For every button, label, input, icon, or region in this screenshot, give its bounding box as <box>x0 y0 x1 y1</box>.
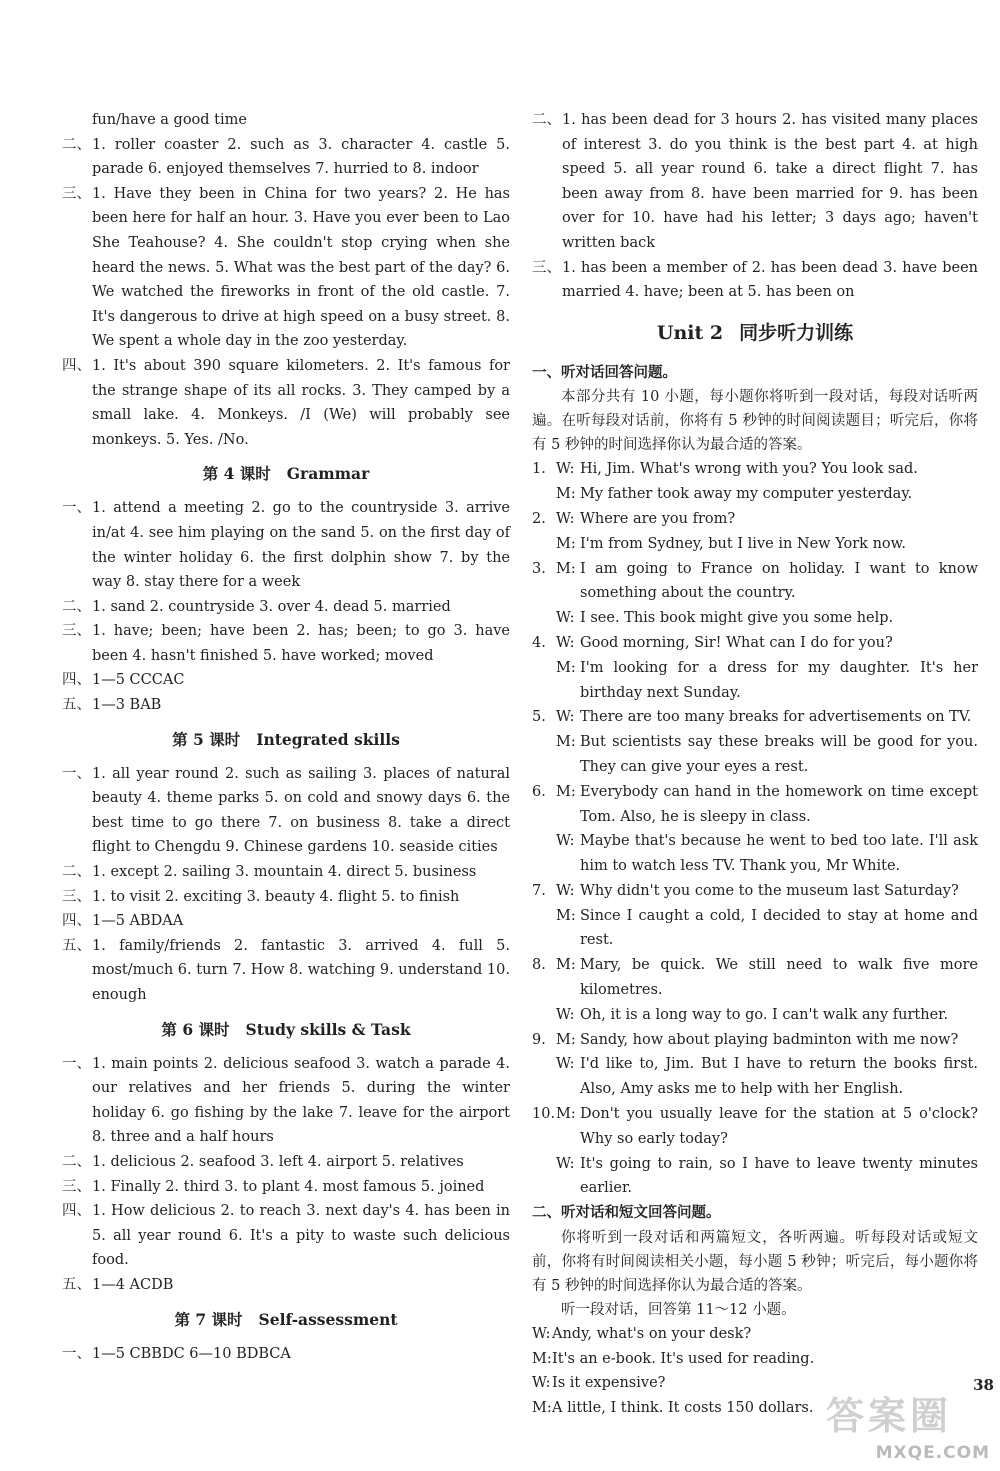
lesson-4-heading: 第 4 课时 Grammar <box>202 464 370 484</box>
question-number: 10. <box>532 1106 556 1123</box>
lesson-6-section-5: 五、 1—4 ACDB <box>62 1276 174 1293</box>
dialogue-text: Where are you from? <box>580 510 736 527</box>
speaker-label: W: <box>556 1006 575 1023</box>
dialogue-line <box>532 904 978 954</box>
lesson-6-heading: 第 6 课时 Study skills & Task <box>161 1019 411 1039</box>
dialogue-text: Is it expensive? <box>552 1375 666 1392</box>
lesson-5-section-2: 二、 1. except 2. sailing 3. mountain 4. direct 5. business <box>62 864 477 881</box>
dialogue-line <box>532 457 978 482</box>
dialogue-text: I'd like to, Jim. But I have to return the books first. Also, Amy asks me to help with her English. <box>580 1056 978 1098</box>
speaker-label: M: <box>532 1400 552 1417</box>
lesson-7-section-1: 一、 1—5 CBBDC 6—10 BDBCA <box>62 1345 291 1362</box>
answer-section-3-right: 三、 1. has been a member of 2. has been dead 3. have been married 4. have; been at 5. has been on <box>532 259 978 301</box>
lesson-7-heading: 第 7 课时 Self-assessment <box>174 1309 398 1329</box>
dialogue-text: It's an e-book. It's used for reading. <box>552 1350 815 1367</box>
dialogue-line <box>532 1052 978 1102</box>
speaker-label: M: <box>556 560 576 577</box>
speaker-label: W: <box>532 1325 551 1342</box>
dialogue-line <box>532 953 978 1003</box>
watermark-logo: 答案圈 <box>826 1394 953 1438</box>
lesson-4-section-3: 三、 1. have; been; have been 2. has; been; to go 3. have been 4. hasn't finished 5. have worked; moved <box>62 623 510 664</box>
intro-line: fun/have a good time <box>92 112 247 128</box>
page-number: 38 <box>973 1376 994 1394</box>
dialogue-text: It's going to rain, so I have to leave twenty minutes earlier. <box>580 1155 978 1197</box>
dialogue-text: Oh, it is a long way to go. I can't walk any further. <box>580 1006 949 1023</box>
dialogue-line <box>532 829 978 879</box>
lesson-5-heading: 第 5 课时 Integrated skills <box>172 729 400 749</box>
dialogue-text: Why didn't you come to the museum last Saturday? <box>580 882 959 899</box>
dialogue-text: Don't you usually leave for the station at 5 o'clock? Why so early today? <box>580 1106 978 1147</box>
dialogue-text: I am going to France on holiday. I want to know something about the country. <box>580 560 978 602</box>
dialogue-text: Everybody can hand in the homework on time except Tom. Also, he is sleepy in class. <box>580 783 978 825</box>
speaker-label: M: <box>556 734 576 751</box>
speaker-label: W: <box>556 882 575 899</box>
speaker-label: W: <box>556 709 575 726</box>
speaker-label: M: <box>556 659 576 676</box>
dialogue-line <box>532 631 978 656</box>
right-column <box>532 108 978 1421</box>
dialogue-line <box>532 507 978 532</box>
dialogue-text: I'm looking for a dress for my daughter. It's her birthday next Sunday. <box>580 659 978 701</box>
part-1-instructions: 本部分共有 10 小题，每小题你将听到一段对话，每段对话听两遍。在听每段对话前，你将有 5 秒钟的时间阅读题目；听完后，你将有 5 秒钟的时间选择你认为最合适的答案。 <box>532 389 978 454</box>
part-1-title: 一、听对话回答问题。 <box>532 363 677 381</box>
answer-section-2-right: 二、 1. has been dead for 3 hours 2. has visited many places of interest 3. do you think is the best part 4. at high speed 5. all year round 6. take a direct flight 7. has been away from 8. have been married for 9. has been over for 10. have had his letter; 3 days ago; haven't written back <box>532 112 978 251</box>
dialogue-line <box>532 606 978 631</box>
speaker-label: W: <box>556 510 575 527</box>
dialogue-line <box>532 1102 978 1152</box>
dialogue-line <box>532 780 978 830</box>
lesson-4-section-4: 四、 1—5 CCCAC <box>62 672 185 689</box>
speaker-label: M: <box>556 783 576 800</box>
question-number: 8. <box>532 957 546 974</box>
dialogue-line <box>532 1152 978 1202</box>
dialogue-text: Mary, be quick. We still need to walk five more kilometres. <box>580 957 978 999</box>
question-number: 3. <box>532 560 546 577</box>
part-2-instructions: 你将听到一段对话和两篇短文，各听两遍。听每段对话或短文前，你将有时间阅读相关小题，每小题 5 秒钟；听完后，每小题你将有 5 秒钟的时间选择你认为最合适的答案。 <box>532 1229 978 1294</box>
lesson-6-section-1: 一、 1. main points 2. delicious seafood 3. watch a parade 4. our relatives and her friends 5. during the winter holiday 6. go fishing by the lake 7. leave for the airport 8. three and a half hours <box>62 1055 510 1146</box>
dialogue-text: Good morning, Sir! What can I do for you? <box>580 634 893 651</box>
dialogue-text: My father took away my computer yesterday. <box>580 486 913 503</box>
dialogue-line <box>532 1003 978 1028</box>
lesson-4-section-2: 二、 1. sand 2. countryside 3. over 4. dead 5. married <box>62 598 451 615</box>
lesson-5-section-5: 五、 1. family/friends 2. fantastic 3. arrived 4. full 5. most/much 6. turn 7. How 8. watching 9. understand 10. enough <box>62 937 510 1003</box>
lesson-6-section-3: 三、 1. Finally 2. third 3. to plant 4. most famous 5. joined <box>62 1178 485 1195</box>
speaker-label: M: <box>556 1031 576 1048</box>
speaker-label: W: <box>556 1056 575 1073</box>
question-number: 9. <box>532 1031 546 1048</box>
question-number: 2. <box>532 510 546 527</box>
dialogue-text: Hi, Jim. What's wrong with you? You look sad. <box>580 461 918 478</box>
speaker-label: W: <box>556 634 575 651</box>
lesson-6-section-4: 四、 1. How delicious 2. to reach 3. next day's 4. has been in 5. all year round 6. It's a pity to waste such delicious food. <box>62 1203 510 1269</box>
dialogue-text: I'm from Sydney, but I live in New York now. <box>580 535 906 552</box>
dialogue-line <box>532 705 978 730</box>
lesson-5-section-4: 四、 1—5 ABDAA <box>62 913 184 930</box>
speaker-label: M: <box>556 535 576 552</box>
question-number: 7. <box>532 882 546 899</box>
dialogue-line <box>532 532 978 557</box>
dialogue-line <box>532 1028 978 1053</box>
answer-section-3: 三、 1. Have they been in China for two years? 2. He has been here for half an hour. 3. Have you ever been to Lao She Teahouse? 4. She couldn't stop crying when she heard the news. 5. What was the best part of the day? 6. We watched the fireworks in front of the old castle. 7. It's dangerous to drive at high speed on a busy street. 8. We spent a whole day in the zoo yesterday. <box>62 185 510 350</box>
dialogue-text: Maybe that's because he went to bed too late. I'll ask him to watch less TV. Thank you, Mr White. <box>580 833 978 875</box>
dialogue-line <box>532 557 978 607</box>
dialogue-text: Andy, what's on your desk? <box>552 1325 752 1342</box>
dialogue-line <box>532 1347 978 1372</box>
question-number: 5. <box>532 709 546 726</box>
dialogue-text: But scientists say these breaks will be good for you. They can give your eyes a rest. <box>580 734 978 775</box>
question-number: 6. <box>532 783 546 800</box>
speaker-label: M: <box>532 1350 552 1367</box>
speaker-label: M: <box>556 1106 576 1123</box>
lesson-5-section-3: 三、 1. to visit 2. exciting 3. beauty 4. flight 5. to finish <box>62 888 460 905</box>
dialogue-line <box>532 656 978 706</box>
speaker-label: W: <box>556 1155 575 1172</box>
lesson-4-section-1: 一、 1. attend a meeting 2. go to the countryside 3. arrive in/at 4. see him playing on the sand 5. on the first day of the winter holiday 6. the first dolphin show 7. by the way 8. stay there for a week <box>62 500 510 591</box>
speaker-label: W: <box>556 461 575 478</box>
lesson-6-section-2: 二、 1. delicious 2. seafood 3. left 4. airport 5. relatives <box>62 1153 464 1170</box>
question-number: 4. <box>532 634 546 651</box>
watermark <box>790 1385 990 1463</box>
dialogue-line <box>532 879 978 904</box>
answer-section-4: 四、 1. It's about 390 square kilometers. 2. It's famous for the strange shape of its all rocks. 3. They camped by a small lake. 4. Monkeys. /I (We) will probably see monkeys. 5. Yes. /No. <box>62 357 510 448</box>
speaker-label: W: <box>532 1375 551 1392</box>
part-2-intro: 听一段对话，回答第 11～12 小题。 <box>561 1301 796 1318</box>
unit-title: Unit 2 同步听力训练 <box>656 321 854 344</box>
dialogue-text: Sandy, how about playing badminton with me now? <box>580 1031 959 1048</box>
answer-section-2: 二、 1. roller coaster 2. such as 3. character 4. castle 5. parade 6. enjoyed themselves 7. hurried to 8. indoor <box>62 136 510 178</box>
lesson-5-section-1: 一、 1. all year round 2. such as sailing 3. places of natural beauty 4. theme parks 5. on cold and snowy days 6. the best time to go there 7. on business 8. take a direct flight to Chengdu 9. Chinese gardens 10. seaside cities <box>62 765 510 856</box>
left-column <box>62 108 510 1366</box>
dialogue-line <box>532 1322 978 1347</box>
watermark-url: MXQE.COM <box>875 1443 990 1463</box>
dialogue-list <box>532 457 978 1201</box>
lesson-4-section-5: 五、 1—3 BAB <box>62 697 162 714</box>
speaker-label: W: <box>556 610 575 627</box>
speaker-label: M: <box>556 486 576 503</box>
part-2-title: 二、听对话和短文回答问题。 <box>532 1204 721 1222</box>
question-number: 1. <box>532 461 546 478</box>
speaker-label: M: <box>556 907 576 924</box>
speaker-label: W: <box>556 833 575 850</box>
dialogue-line <box>532 482 978 507</box>
dialogue-line <box>532 730 978 780</box>
speaker-label: M: <box>556 957 576 974</box>
dialogue-text: I see. This book might give you some help. <box>580 610 894 627</box>
dialogue-text: Since I caught a cold, I decided to stay at home and rest. <box>580 907 978 949</box>
dialogue-text: There are too many breaks for advertisements on TV. <box>580 709 972 726</box>
dialogue-text: A little, I think. It costs 150 dollars. <box>552 1400 814 1417</box>
